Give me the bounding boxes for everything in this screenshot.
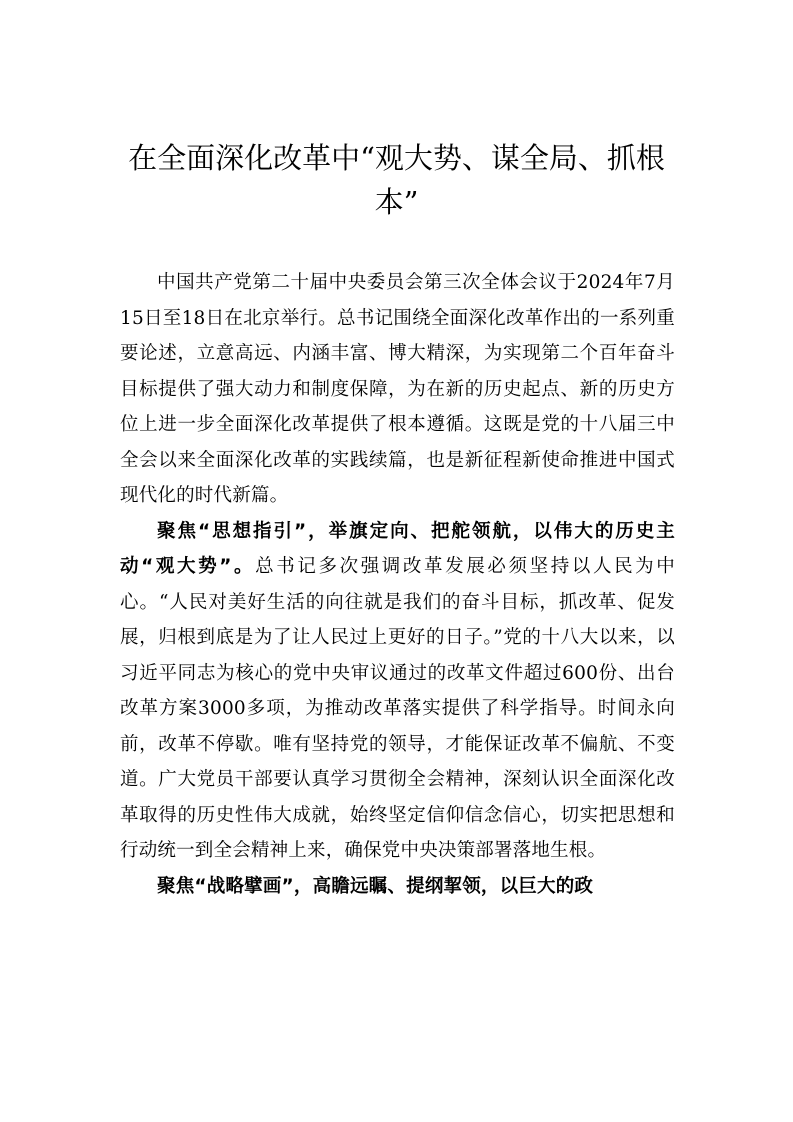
paragraph-lead-heading: 聚焦“战略擘画”，高瞻远瞩、提纲挈领，以巨大的政 (157, 875, 594, 897)
paragraph-strategic-plan (120, 869, 675, 905)
paragraph-lead-heading: 聚焦“思想指引”，举旗定向、把舵领航，以伟大的历史主动“观大势”。 (120, 520, 675, 577)
paragraph-intro-text: 中国共产党第二十届中央委员会第三次全体会议于2024年7月15日至18日在北京举行。总书记围绕全面深化改革作出的一系列重要论述，立意高远、内涵丰富、博大精深，为实现第二个百年奋斗目标提供了强大动力和制度保障，为在新的历史起点、新的历史方位上进一步全面深化改革提供了根本遵循。这既是党的十八届三中全会以来全面深化改革的实践续篇，也是新征程新使命推进中国式现代化的时代新篇。 (120, 272, 675, 506)
paragraph-thought-guidance (120, 514, 675, 869)
paragraph-body-text: 总书记多次强调改革发展必须坚持以人民为中心。“人民对美好生活的向往就是我们的奋斗目标，抓改革、促发展，归根到底是为了让人民过上更好的日子。”党的十八大以来，以习近平同志为核心的党中央审议通过的改革文件超过600份、出台改革方案3000多项，为推动改革落实提供了科学指导。时间永向前，改革不停歇。唯有坚持党的领导，才能保证改革不偏航、不变道。广大党员干部要认真学习贯彻全会精神，深刻认识全面深化改革取得的历史性伟大成就，始终坚定信仰信念信心，切实把思想和行动统一到全会精神上来，确保党中央决策部署落地生根。 (120, 556, 675, 861)
document-body (120, 265, 675, 904)
paragraph-intro (120, 265, 675, 514)
document-title: 在全面深化改革中“观大势、谋全局、抓根本” (128, 141, 665, 219)
